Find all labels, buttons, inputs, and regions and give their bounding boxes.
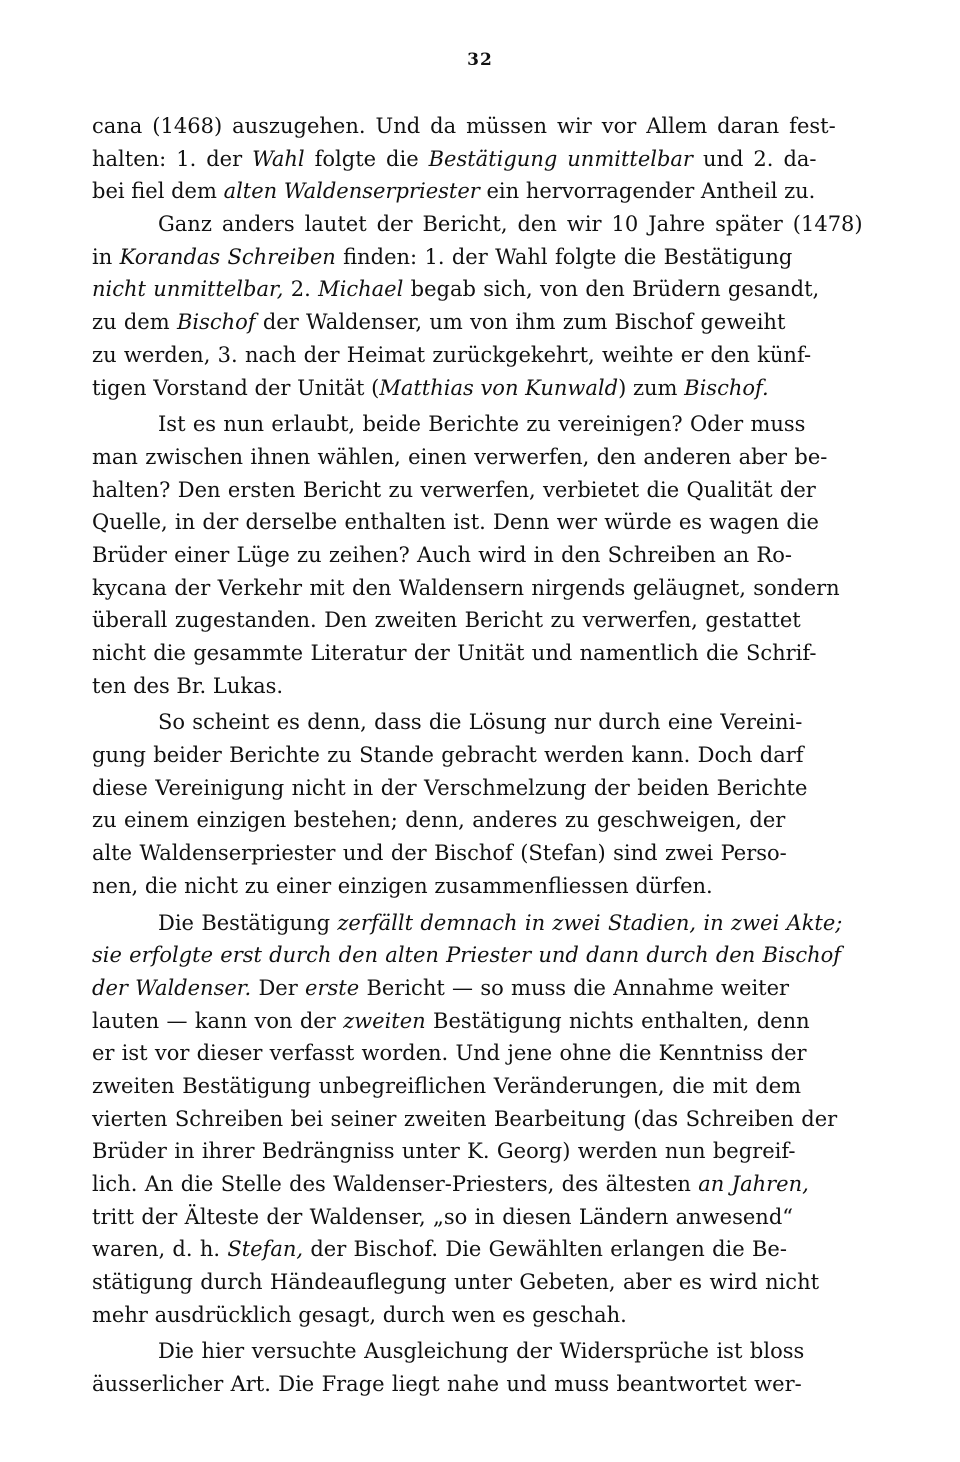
text-line: [92, 1299, 863, 1332]
text-run: der Waldenser, um von ihm zum Bischof geweiht: [255, 310, 786, 335]
text-run: Die Bestätigung: [158, 910, 338, 935]
text-run: Die hier versuchte Ausgleichung der Widersprüche ist bloss: [158, 1339, 805, 1364]
text-run: in: [92, 244, 120, 269]
text-run: zu dem: [92, 310, 177, 335]
text-run: und 2. da-: [692, 146, 817, 171]
text-line: [92, 1103, 863, 1136]
text-run: folgte die: [304, 146, 429, 171]
text-run: ten des Br. Lukas.: [92, 673, 284, 698]
text-line: [92, 372, 863, 405]
text-run: ein hervorragender Antheil zu.: [479, 179, 816, 204]
italic-emphasis: zweiten: [343, 1008, 426, 1033]
text-line: [92, 1335, 863, 1368]
text-run: halten: 1. der: [92, 146, 253, 171]
text-run: halten? Den ersten Bericht zu verwerfen, verbietet die Qualität der: [92, 477, 816, 502]
italic-emphasis: alten Waldenserpriester: [223, 179, 480, 204]
text-run: waren, d. h.: [92, 1237, 228, 1262]
text-run: man zwischen ihnen wählen, einen verwerfen, den anderen aber be-: [92, 444, 828, 469]
text-run: zweiten Bestätigung unbegreiflichen Veränderungen, die mit dem: [92, 1073, 802, 1098]
text-line: [92, 241, 863, 274]
page-number: 32: [467, 50, 493, 70]
text-line: [92, 706, 863, 739]
text-run: tigen Vorstand der Unität (: [92, 375, 380, 400]
text-line: [92, 1368, 863, 1401]
text-run: lauten — kann von der: [92, 1008, 344, 1033]
text-line: [92, 572, 863, 605]
text-run: vierten Schreiben bei seiner zweiten Bearbeitung (das Schreiben der: [92, 1106, 838, 1131]
text-line: [92, 972, 863, 1005]
text-line: [92, 1233, 863, 1266]
text-line: [92, 1070, 863, 1103]
text-line: [92, 408, 863, 441]
italic-emphasis: Michael: [318, 277, 404, 302]
text-line: [92, 870, 863, 903]
text-run: Der: [251, 975, 306, 1000]
text-run: Quelle, in der derselbe enthalten ist. Denn wer würde es wagen die: [92, 510, 819, 535]
text-run: nicht die gesammte Literatur der Unität und namentlich die Schrif-: [92, 641, 817, 665]
italic-emphasis: Bestätigung unmittelbar: [428, 146, 693, 171]
italic-emphasis: Matthias von Kunwald: [379, 375, 619, 400]
italic-emphasis: Wahl: [252, 146, 305, 171]
text-run: Ganz anders lautet der Bericht, den wir 10 Jahre später (1478): [158, 212, 863, 237]
text-run: zu einem einzigen bestehen; denn, anderes zu geschweigen, der: [92, 808, 786, 833]
text-run: zu werden, 3. nach der Heimat zurückgekehrt, weihte er den künf-: [92, 342, 812, 367]
text-line: [92, 1037, 863, 1070]
italic-emphasis: Bischof: [176, 310, 256, 335]
text-line: [92, 604, 863, 637]
text-run: Bestätigung nichts enthalten, denn: [425, 1008, 810, 1033]
text-line: [92, 441, 863, 474]
text-line: [92, 1005, 863, 1038]
italic-emphasis: Stefan,: [227, 1237, 304, 1262]
text-line: [92, 110, 863, 143]
italic-emphasis: erste: [305, 975, 360, 1000]
text-run: Brüder einer Lüge zu zeihen? Auch wird in den Schreiben an Ro-: [92, 542, 792, 567]
text-line: [92, 907, 863, 940]
text-line: [92, 506, 863, 539]
text-line: [92, 474, 863, 507]
text-line: [92, 1266, 863, 1299]
text-line: [92, 273, 863, 306]
text-run: kycana der Verkehr mit den Waldensern nirgends geläugnet, sondern: [92, 575, 840, 600]
text-line: [92, 739, 863, 772]
text-line: [92, 539, 863, 572]
text-run: So scheint es denn, dass die Lösung nur durch eine Vereini-: [158, 710, 803, 735]
text-run: diese Vereinigung nicht in der Verschmelzung der beiden Berichte: [92, 775, 808, 800]
text-run: cana (1468) auszugehen. Und da müssen wir vor Allem daran fest-: [92, 114, 836, 138]
italic-emphasis: sie erfolgte erst durch den alten Priester und dann durch den Bischof: [92, 943, 842, 968]
text-run: lich. An die Stelle des Waldenser-Priesters, des ältesten: [92, 1172, 699, 1196]
text-run: gung beider Berichte zu Stande gebracht werden kann. Doch darf: [92, 743, 804, 768]
text-line: [92, 670, 863, 703]
text-line: [92, 339, 863, 372]
text-run: stätigung durch Händeauflegung unter Gebeten, aber es wird nicht: [92, 1270, 820, 1295]
italic-emphasis: nicht unmittelbar,: [92, 277, 284, 302]
text-run: finden: 1. der Wahl folgte die Bestätigung: [335, 244, 793, 269]
text-run: überall zugestanden. Den zweiten Bericht zu verwerfen, gestattet: [92, 608, 801, 633]
italic-emphasis: zerfällt demnach in zwei Stadien, in zwei Akte;: [337, 910, 843, 935]
italic-emphasis: an Jahren,: [698, 1172, 809, 1196]
body-text: [92, 110, 863, 1401]
text-run: begab sich, von den Brüdern gesandt,: [403, 277, 820, 302]
text-run: Brüder in ihrer Bedrängniss unter K. Georg) werden nun begreif-: [92, 1139, 796, 1164]
text-line: [92, 175, 863, 208]
text-line: [92, 306, 863, 339]
text-run: äusserlicher Art. Die Frage liegt nahe und muss beantwortet wer-: [92, 1372, 802, 1397]
text-line: [92, 143, 863, 176]
text-line: [92, 772, 863, 805]
text-run: Bericht — so muss die Annahme weiter: [359, 975, 790, 1000]
text-run: der Bischof. Die Gewählten erlangen die Be-: [303, 1237, 787, 1262]
italic-emphasis: der Waldenser.: [92, 975, 252, 1000]
italic-emphasis: Korandas Schreiben: [119, 244, 336, 269]
text-run: mehr ausdrücklich gesagt, durch wen es geschah.: [92, 1302, 627, 1327]
text-line: [92, 1135, 863, 1168]
text-line: [92, 837, 863, 870]
text-run: Ist es nun erlaubt, beide Berichte zu vereinigen? Oder muss: [158, 412, 806, 437]
text-run: bei fiel dem: [92, 179, 224, 204]
text-line: [92, 208, 863, 241]
text-line: [92, 1201, 863, 1234]
text-run: alte Waldenserpriester und der Bischof (Stefan) sind zwei Perso-: [92, 841, 787, 866]
text-line: [92, 1168, 863, 1201]
text-run: ) zum: [618, 375, 685, 400]
text-run: er ist vor dieser verfasst worden. Und jene ohne die Kenntniss der: [92, 1041, 807, 1066]
text-run: nen, die nicht zu einer einzigen zusammenfliessen dürfen.: [92, 873, 713, 898]
text-run: 2.: [283, 277, 319, 302]
text-line: [92, 939, 863, 972]
text-line: [92, 637, 863, 670]
italic-emphasis: Bischof.: [684, 375, 769, 400]
text-line: [92, 804, 863, 837]
text-run: tritt der Älteste der Waldenser, „so in diesen Ländern anwesend“: [92, 1204, 793, 1229]
